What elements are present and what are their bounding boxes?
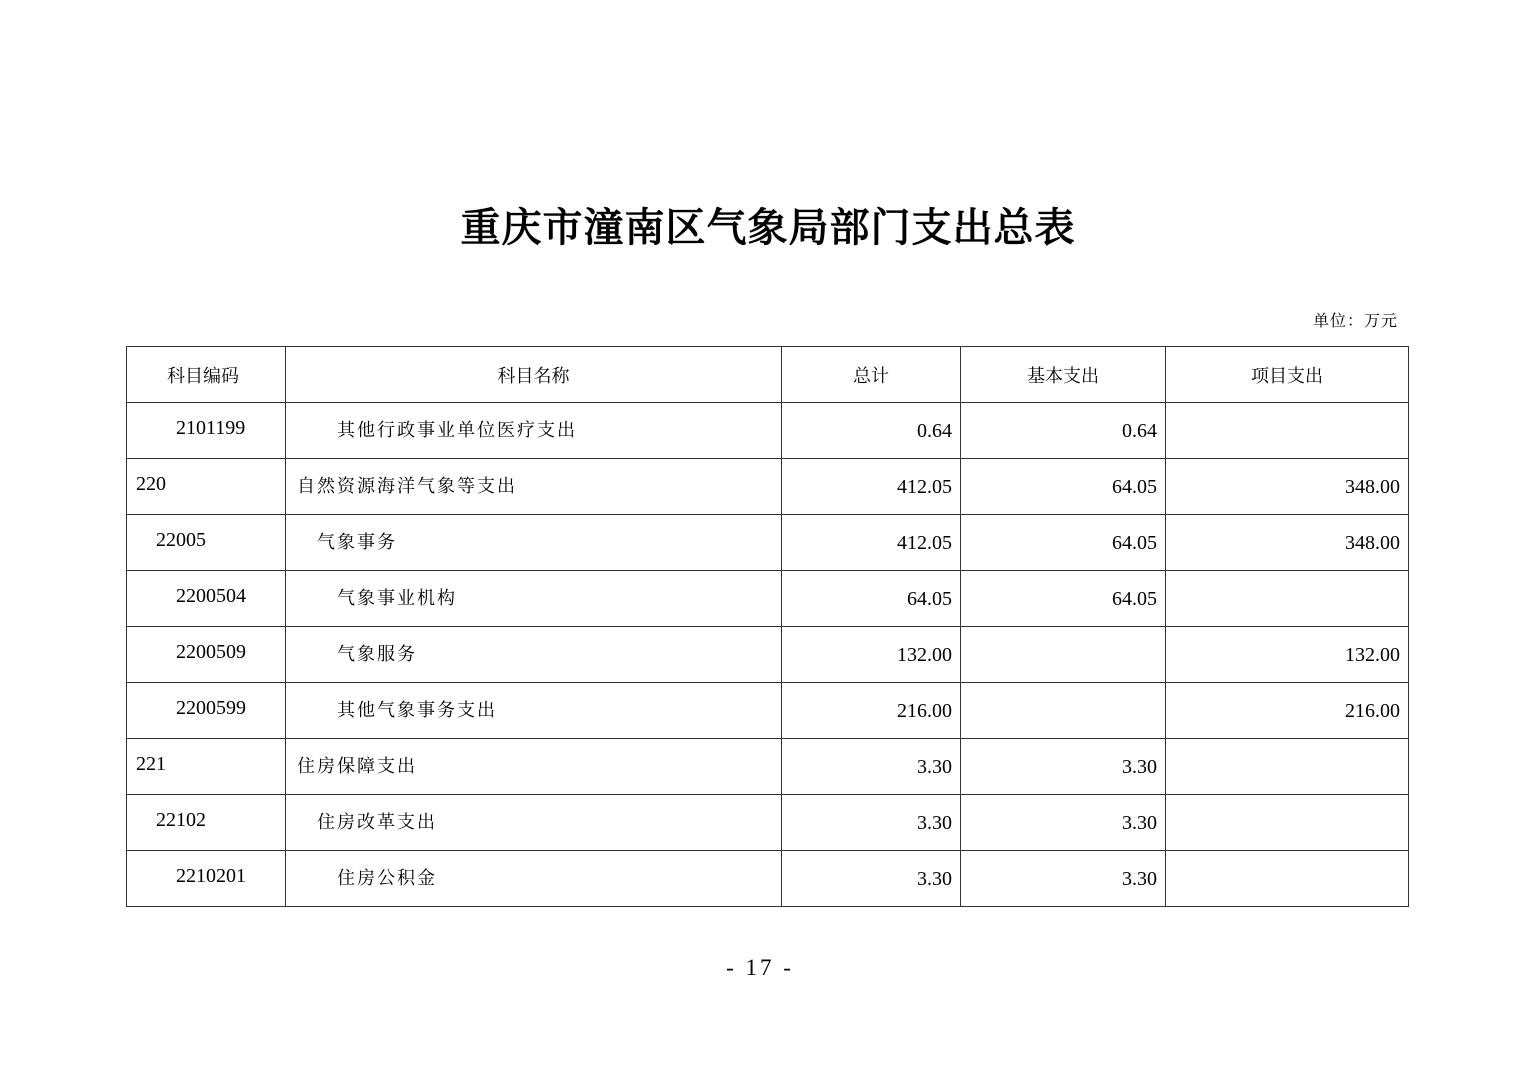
row-code: 2200599: [127, 683, 286, 739]
row-code: 2200504: [127, 571, 286, 627]
row-name: 其他气象事务支出: [286, 683, 782, 739]
header-total: 总计: [782, 347, 961, 403]
header-subject-name: 科目名称: [286, 347, 782, 403]
row-total: 412.05: [782, 459, 961, 515]
table-header-row: [127, 347, 1409, 403]
row-basic: [961, 627, 1166, 683]
row-total: 412.05: [782, 515, 961, 571]
row-code: 221: [127, 739, 286, 795]
page-title: 重庆市潼南区气象局部门支出总表: [460, 204, 1076, 251]
row-total: 216.00: [782, 683, 961, 739]
row-code: 22102: [127, 795, 286, 851]
row-total: 0.64: [782, 403, 961, 459]
table-row: [127, 403, 1409, 459]
row-name: 住房改革支出: [286, 795, 782, 851]
row-name: 住房保障支出: [286, 739, 782, 795]
row-code: 2101199: [127, 403, 286, 459]
row-code: 2210201: [127, 851, 286, 907]
row-project: [1166, 851, 1409, 907]
row-total: 3.30: [782, 851, 961, 907]
header-project-expenditure: 项目支出: [1166, 347, 1409, 403]
row-basic: 64.05: [961, 515, 1166, 571]
row-project: 132.00: [1166, 627, 1409, 683]
row-project: [1166, 403, 1409, 459]
row-name: 其他行政事业单位医疗支出: [286, 403, 782, 459]
row-project: 216.00: [1166, 683, 1409, 739]
header-basic-expenditure: 基本支出: [961, 347, 1166, 403]
table-row: [127, 795, 1409, 851]
table-row: [127, 739, 1409, 795]
row-basic: 64.05: [961, 571, 1166, 627]
row-project: [1166, 795, 1409, 851]
page-number: - 17 -: [726, 955, 794, 980]
row-total: 3.30: [782, 795, 961, 851]
expenditure-table: [126, 346, 1409, 907]
row-basic: [961, 683, 1166, 739]
row-total: 64.05: [782, 571, 961, 627]
table-row: [127, 459, 1409, 515]
row-basic: 3.30: [961, 795, 1166, 851]
row-code: 220: [127, 459, 286, 515]
row-project: 348.00: [1166, 515, 1409, 571]
row-project: 348.00: [1166, 459, 1409, 515]
table-row: [127, 851, 1409, 907]
row-name: 自然资源海洋气象等支出: [286, 459, 782, 515]
row-name: 气象事务: [286, 515, 782, 571]
table-row: [127, 515, 1409, 571]
row-code: 2200509: [127, 627, 286, 683]
row-basic: 64.05: [961, 459, 1166, 515]
row-basic: 0.64: [961, 403, 1166, 459]
row-total: 3.30: [782, 739, 961, 795]
header-subject-code: 科目编码: [127, 347, 286, 403]
table-row: [127, 571, 1409, 627]
row-code: 22005: [127, 515, 286, 571]
row-basic: 3.30: [961, 851, 1166, 907]
row-name: 气象事业机构: [286, 571, 782, 627]
row-name: 住房公积金: [286, 851, 782, 907]
table-row: [127, 683, 1409, 739]
row-name: 气象服务: [286, 627, 782, 683]
row-basic: 3.30: [961, 739, 1166, 795]
table-row: [127, 627, 1409, 683]
unit-label: 单位：万元: [1312, 311, 1398, 330]
row-project: [1166, 571, 1409, 627]
row-project: [1166, 739, 1409, 795]
row-total: 132.00: [782, 627, 961, 683]
